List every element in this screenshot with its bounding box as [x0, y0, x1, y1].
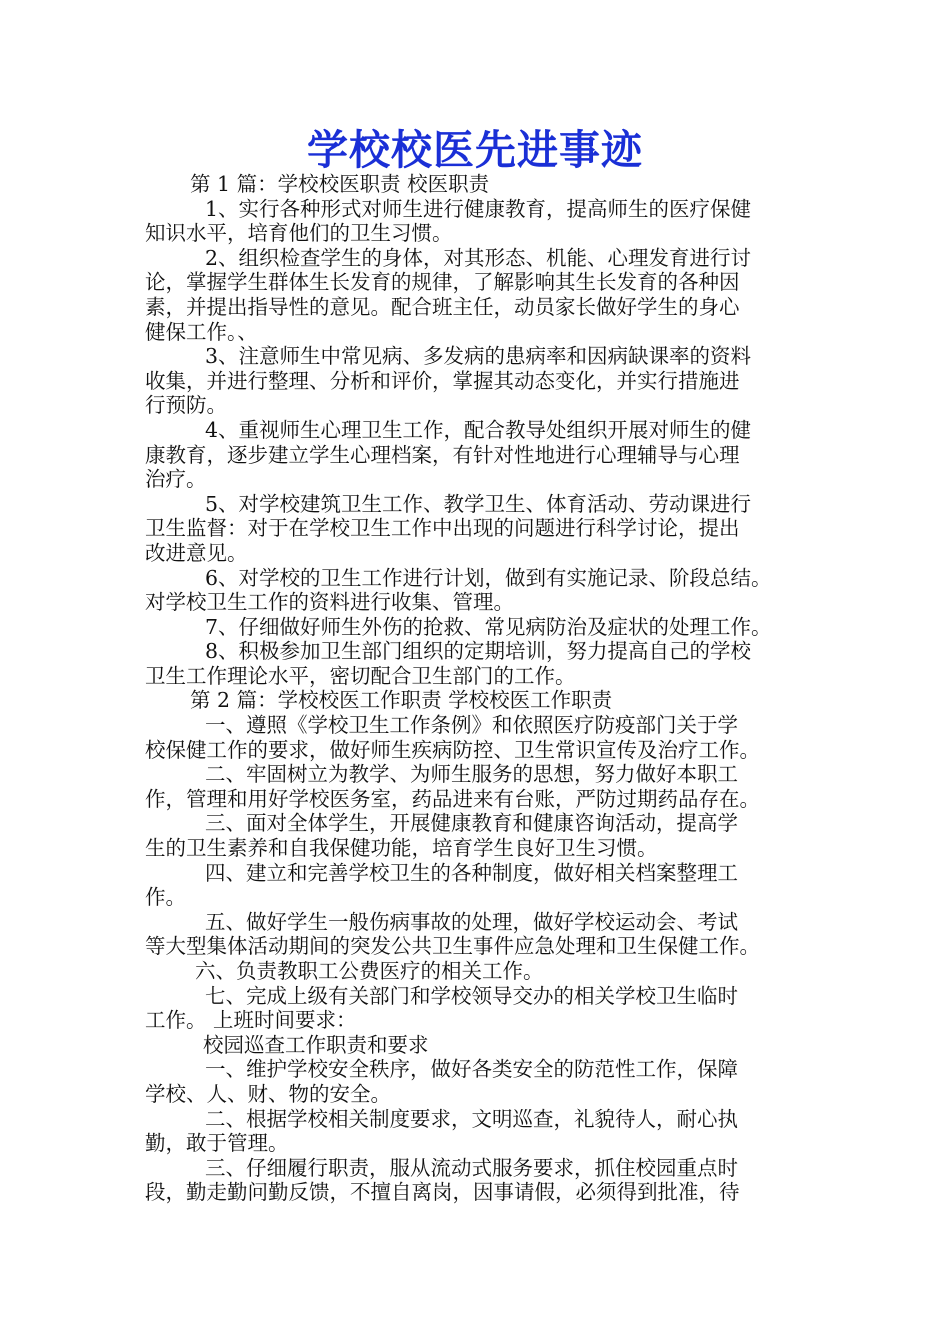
paragraph-line: 5、对学校建筑卫生工作、教学卫生、体育活动、劳动课进行	[205, 491, 752, 516]
paragraph-line: 作。	[145, 885, 186, 910]
paragraph-line: 4、重视师生心理卫生工作，配合教导处组织开展对师生的健	[205, 417, 752, 442]
document-title: 学校校医先进事迹	[307, 126, 643, 174]
paragraph-line: 素，并提出指导性的意见。配合班主任，动员家长做好学生的身心	[145, 294, 740, 319]
paragraph-line: 段，勤走勤问勤反馈，不擅自离岗，因事请假，必须得到批准，待	[145, 1180, 740, 1205]
paragraph-line: 勤，敢于管理。	[145, 1131, 289, 1156]
paragraph-line: 三、面对全体学生，开展健康教育和健康咨询活动，提高学	[205, 811, 738, 836]
paragraph-line: 二、牢固树立为教学、为师生服务的思想，努力做好本职工	[205, 762, 738, 787]
paragraph-line: 7、仔细做好师生外伤的抢救、常见病防治及症状的处理工作。	[205, 614, 772, 639]
paragraph-line: 卫生工作理论水平，密切配合卫生部门的工作。	[145, 663, 576, 688]
paragraph-line: 作，管理和用好学校医务室，药品进来有台账，严防过期药品存在。	[145, 786, 760, 811]
paragraph-line: 生的卫生素养和自我保健功能，培育学生良好卫生习惯。	[145, 836, 658, 861]
paragraph-line: 学校、人、财、物的安全。	[145, 1081, 391, 1106]
paragraph-line: 二、根据学校相关制度要求，文明巡查，礼貌待人，耐心执	[205, 1106, 738, 1131]
paragraph-line: 改进意见。	[145, 540, 248, 565]
paragraph-line: 健保工作。、	[145, 319, 258, 344]
paragraph-line: 1、实行各种形式对师生进行健康教育，提高师生的医疗保健	[205, 196, 752, 221]
paragraph-line: 论，掌握学生群体生长发育的规律，了解影响其生长发育的各种因	[145, 270, 740, 295]
paragraph-line: 对学校卫生工作的资料进行收集、管理。	[145, 590, 514, 615]
paragraph-line: 工作。 上班时间要求：	[145, 1008, 357, 1033]
paragraph-line: 8、积极参加卫生部门组织的定期培训，努力提高自己的学校	[205, 639, 752, 664]
paragraph-line: 康教育，逐步建立学生心理档案，有针对性地进行心理辅导与心理	[145, 442, 740, 467]
paragraph-line: 校保健工作的要求，做好师生疾病防控、卫生常识宣传及治疗工作。	[145, 737, 760, 762]
paragraph-line: 一、遵照《学校卫生工作条例》和依照医疗防疫部门关于学	[205, 713, 738, 738]
paragraph-line: 6、对学校的卫生工作进行计划，做到有实施记录、阶段总结。	[205, 565, 772, 590]
document-body	[145, 172, 805, 1205]
paragraph-line: 收集，并进行整理、分析和评价，掌握其动态变化，并实行措施进	[145, 368, 740, 393]
paragraph-line: 2、组织检查学生的身体，对其形态、机能、心理发育进行讨	[205, 245, 752, 270]
paragraph-line: 七、完成上级有关部门和学校领导交办的相关学校卫生临时	[205, 983, 738, 1008]
paragraph-line: 四、建立和完善学校卫生的各种制度，做好相关档案整理工	[205, 860, 738, 885]
paragraph-line: 知识水平，培育他们的卫生习惯。	[145, 221, 453, 246]
paragraph-line: 3、注意师生中常见病、多发病的患病率和因病缺课率的资料	[205, 344, 752, 369]
section-heading: 第 2 篇：学校校医工作职责 学校校医工作职责	[190, 688, 613, 713]
paragraph-line: 三、仔细履行职责，服从流动式服务要求，抓住校园重点时	[205, 1155, 738, 1180]
paragraph-line: 六、负责教职工公费医疗的相关工作。	[195, 959, 544, 983]
paragraph-line: 行预防。	[145, 393, 227, 418]
paragraph-line: 五、做好学生一般伤病事故的处理，做好学校运动会、考试	[205, 909, 738, 934]
section-heading: 校园巡查工作职责和要求	[203, 1032, 429, 1057]
paragraph-line: 治疗。	[145, 467, 207, 492]
section-heading: 第 1 篇：学校校医职责 校医职责	[190, 172, 490, 196]
paragraph-line: 等大型集体活动期间的突发公共卫生事件应急处理和卫生保健工作。	[145, 934, 760, 959]
paragraph-line: 卫生监督：对于在学校卫生工作中出现的问题进行科学讨论，提出	[145, 516, 740, 541]
paragraph-line: 一、维护学校安全秩序，做好各类安全的防范性工作，保障	[205, 1057, 738, 1082]
